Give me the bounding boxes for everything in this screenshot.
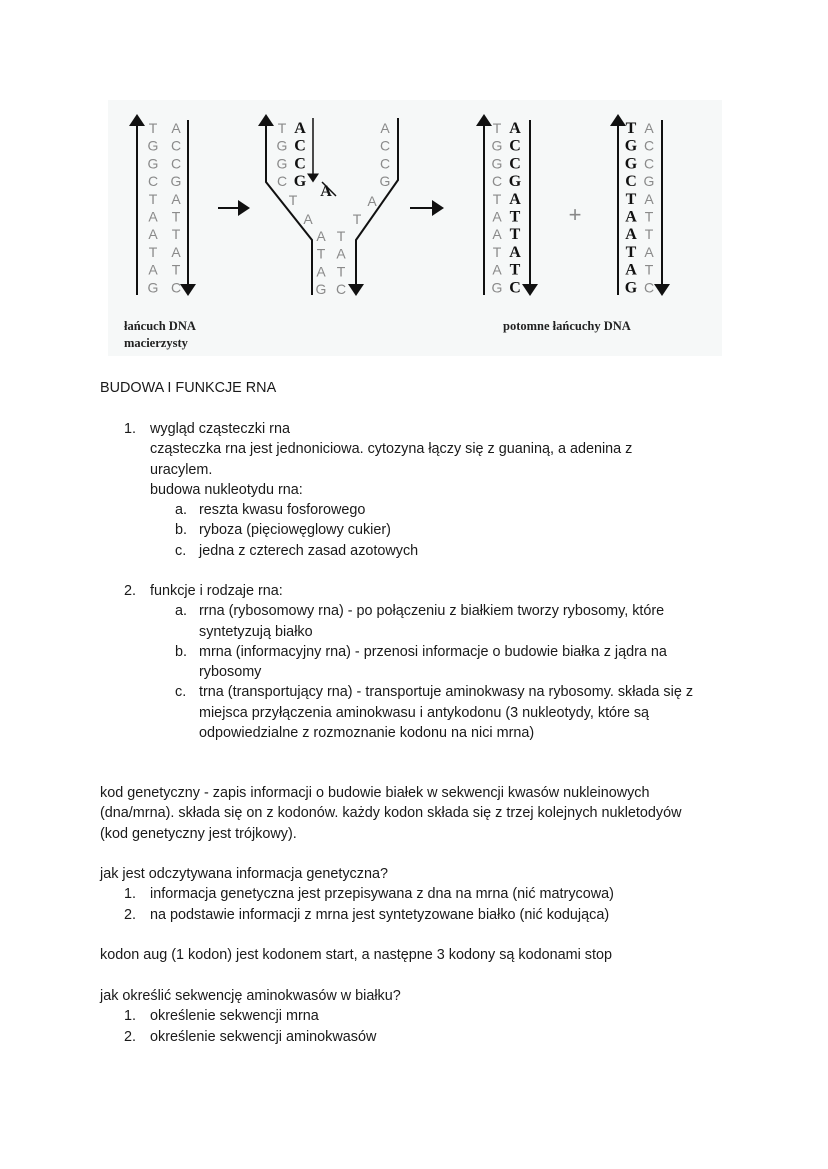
new-nucleotide-letter: A [509, 190, 521, 208]
paragraph-line: (dna/mrna). składa się on z kodonów. każdy kodon składa się z trzej kolejnych nukletodyów [100, 805, 682, 822]
nucleotide-letter: C [170, 279, 182, 296]
nucleotide-letter: C [643, 137, 655, 154]
list-number: 1. [124, 421, 137, 437]
nucleotide-letter: C [379, 137, 391, 154]
new-nucleotide-letter: T [625, 120, 637, 137]
nucleotide-letter: A [644, 190, 654, 207]
reading-section [100, 864, 614, 925]
nucleotide-letter: G [643, 173, 655, 190]
sequence-section [100, 986, 401, 1047]
new-nucleotide-letter: A [509, 120, 521, 137]
fork-right-strand [356, 118, 398, 290]
list-number: 1. [124, 886, 137, 903]
list-text: rybosomy [199, 664, 262, 681]
new-nucleotide-letter: C [294, 137, 306, 155]
new-nucleotide-letter: G [624, 137, 638, 155]
nucleotide-letter: A [148, 261, 158, 278]
list-text: określenie sekwencji aminokwasów [150, 1028, 377, 1045]
caption-line: łańcuch DNA [124, 319, 196, 333]
new-nucleotide-letter: A [625, 208, 637, 226]
new-nucleotide-letter: T [625, 190, 637, 208]
nucleotide-letter: G [491, 155, 503, 172]
nucleotide-letter: G [170, 173, 182, 190]
list-mark: b. [175, 643, 188, 660]
nucleotide-letter: T [352, 211, 362, 227]
nucleotide-letter: A [492, 261, 502, 278]
list-number: 2. [124, 906, 137, 923]
nucleotide-letter: G [276, 155, 288, 172]
new-nucleotide-letter: C [509, 137, 521, 155]
list-number: 1. [124, 1008, 137, 1025]
nucleotide-letter: A [316, 263, 326, 280]
list-mark: c. [175, 542, 187, 559]
list-item [100, 884, 614, 904]
new-nucleotide-letter: A [320, 183, 332, 200]
caption-line: macierzysty [124, 336, 188, 350]
nucleotide-letter: T [644, 261, 654, 278]
nucleotide-letter: A [148, 226, 158, 243]
list-item [100, 1006, 401, 1026]
question-text: jak jest odczytywana informacja genetyczna? [100, 866, 388, 882]
list-text: miejsca przyłączenia aminokwasu i antykodonu (3 nukleotydy, które są [199, 704, 650, 721]
new-nucleotide-letter: G [293, 173, 307, 191]
nucleotide-letter: T [492, 190, 502, 207]
list-text: reszta kwasu fosforowego [199, 502, 366, 519]
caption-parent-dna [124, 318, 196, 352]
paragraph-line: uracylem. [150, 461, 213, 478]
nucleotide-letter: A [148, 208, 158, 225]
nucleotide-letter: T [492, 243, 502, 260]
codon-note: kodon aug (1 kodon) jest kodonem start, a następne 3 kodony są kodonami stop [100, 947, 612, 963]
nucleotide-letter: T [492, 120, 502, 136]
list-text: odpowiedzialne z rozmoznanie kodonu na nici mrna) [199, 725, 535, 742]
nucleotide-letter: A [303, 211, 313, 227]
nucleotide-letter: A [336, 245, 346, 262]
nucleotide-letter: G [491, 279, 503, 296]
nucleotide-letter: G [491, 137, 503, 154]
new-nucleotide-letter: A [509, 243, 521, 261]
nucleotide-letter: A [644, 120, 654, 136]
nucleotide-letter: T [336, 263, 346, 280]
nucleotide-letter: C [276, 173, 288, 190]
new-nucleotide-letter: G [624, 279, 638, 297]
nucleotide-letter: G [147, 155, 159, 172]
nucleotide-letter: T [148, 243, 158, 260]
list-mark: a. [175, 603, 188, 620]
paragraph-line: (kod genetyczny jest trójkowy). [100, 825, 297, 842]
list-text: ryboza (pięciowęglowy cukier) [199, 522, 391, 539]
nucleotide-letter: T [336, 228, 346, 244]
list-text: określenie sekwencji mrna [150, 1008, 319, 1025]
nucleotide-letter: T [171, 226, 181, 243]
list-text: informacja genetyczna jest przepisywana z dna na mrna (nić matrycowa) [150, 886, 614, 903]
new-nucleotide-letter: G [624, 155, 638, 173]
nucleotide-letter: T [171, 208, 181, 225]
nucleotide-letter: C [491, 173, 503, 190]
nucleotide-letter: C [170, 155, 182, 172]
question-text: jak określić sekwencję aminokwasów w białku? [100, 988, 401, 1004]
nucleotide-letter: A [644, 243, 654, 260]
new-nucleotide-letter: C [625, 173, 637, 191]
new-nucleotide-letter: A [294, 120, 306, 137]
section-heading: BUDOWA I FUNKCJE RNA [100, 380, 277, 396]
nucleotide-letter: C [379, 155, 391, 172]
nucleotide-letter: T [316, 245, 326, 262]
list-text: mrna (informacyjny rna) - przenosi informacje o budowie białka z jądra na [199, 643, 667, 660]
nucleotide-letter: T [171, 261, 181, 278]
list-text: trna (transportujący rna) - transportuje aminokwasy na rybosomy. składa się z [199, 684, 694, 701]
list-number: 2. [124, 583, 137, 599]
list-text: na podstawie informacji z mrna jest syntetyzowane białko (nić kodująca) [150, 906, 610, 923]
nucleotide-letter: G [147, 279, 159, 296]
paragraph-line: budowa nukleotydu rna: [150, 481, 303, 498]
nucleotide-letter: C [643, 155, 655, 172]
new-nucleotide-letter: G [508, 173, 522, 191]
nucleotide-letter: A [367, 193, 377, 209]
nucleotide-letter: T [148, 120, 158, 136]
genetic-code-paragraph [100, 783, 682, 844]
new-nucleotide-letter: A [625, 261, 637, 279]
list-text: rrna (rybosomowy rna) - po połączeniu z białkiem tworzy rybosomy, które [199, 603, 665, 620]
plus-sign: + [568, 202, 582, 227]
nucleotide-letter: A [171, 190, 181, 207]
list-title: funkcje i rodzaje rna: [150, 583, 283, 599]
nucleotide-letter: G [147, 137, 159, 154]
nucleotide-letter: T [277, 120, 287, 136]
list-text: syntetyzują białko [199, 623, 313, 640]
nucleotide-letter: G [276, 137, 288, 154]
list-text: jedna z czterech zasad azotowych [199, 542, 419, 559]
paragraph-line: cząsteczka rna jest jednoniciowa. cytozyna łączy się z guaniną, a adenina z [150, 441, 633, 458]
list-mark: a. [175, 502, 188, 519]
new-nucleotide-letter: C [509, 279, 521, 297]
new-nucleotide-letter: A [625, 226, 637, 244]
new-nucleotide-letter: C [294, 155, 306, 173]
new-nucleotide-letter: T [625, 243, 637, 261]
nucleotide-letter: A [492, 226, 502, 243]
nucleotide-letter: G [315, 281, 327, 298]
new-nucleotide-letter: T [509, 261, 521, 279]
list-mark: b. [175, 522, 188, 539]
nucleotide-letter: T [644, 208, 654, 225]
caption-daughter-dna: potomne łańcuchy DNA [503, 319, 631, 333]
list-item [100, 905, 610, 925]
nucleotide-letter: T [644, 226, 654, 243]
new-nucleotide-letter: T [509, 208, 521, 226]
list-number: 2. [124, 1028, 137, 1045]
list-title: wygląd cząsteczki rna [150, 421, 290, 437]
nucleotide-letter: A [380, 120, 390, 136]
nucleotide-letter: C [147, 173, 159, 190]
new-nucleotide-letter: T [509, 226, 521, 244]
nucleotide-letter: C [335, 281, 347, 298]
nucleotide-letter: A [316, 228, 326, 244]
paragraph-line: kod genetyczny - zapis informacji o budowie białek w sekwencji kwasów nukleinowych [100, 785, 650, 801]
nucleotide-letter: T [288, 192, 298, 208]
list-item [100, 1027, 401, 1047]
nucleotide-letter: A [171, 120, 181, 136]
nucleotide-letter: C [170, 137, 182, 154]
dna-replication-figure [108, 100, 722, 356]
nucleotide-letter: C [643, 279, 655, 296]
nucleotide-letter: T [148, 190, 158, 207]
list-mark: c. [175, 684, 187, 701]
nucleotide-letter: G [379, 173, 391, 190]
nucleotide-letter: A [492, 208, 502, 225]
new-nucleotide-letter: C [509, 155, 521, 173]
nucleotide-letter: A [171, 243, 181, 260]
